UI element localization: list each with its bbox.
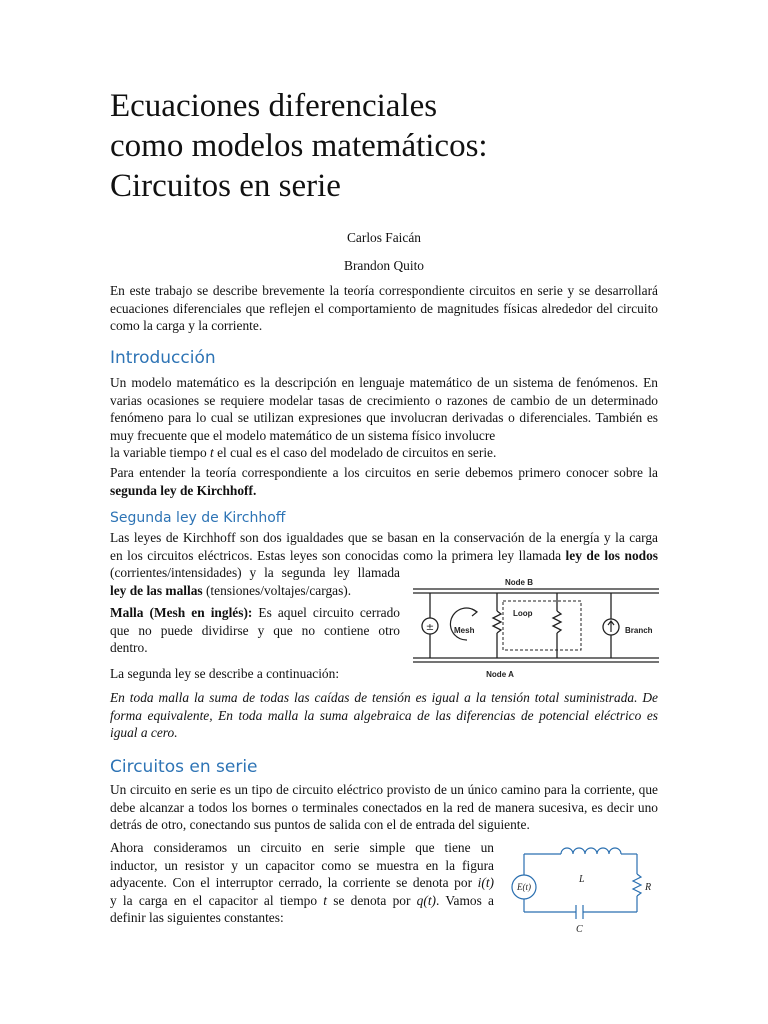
serie-p2-line-1: Ahora consideramos un circuito en serie simple que tiene un: [110, 840, 494, 855]
intro-p1-text: Un modelo matemático es la descripción en lenguaje matemático de un sistema de fenómenos. En varias ocasiones se requiere modelar tasas de crecimiento o razones de cambio de un determinado fenómeno para lo cual se utilizan expresiones que involucran derivadas o diferenciales. También es muy frecuente que el modelo matemático de un sistema físico involucre: [110, 375, 658, 443]
document-title: [110, 86, 670, 206]
kirchhoff-line-2: [110, 547, 658, 565]
title-line-1: Ecuaciones diferenciales: [110, 88, 438, 124]
resistor-1: [493, 611, 501, 633]
serie-paragraph-1: Un circuito en serie es un tipo de circuito eléctrico provisto de un único camino para la corriente, que debe alcanzar a todos los bornes o terminales conectados en la red de manera sucesiva, es decir uno detrás de otro, conectando sus puntos de salida con el de entrada del siguiente.: [110, 782, 658, 832]
intro-paragraph-2: [110, 464, 658, 499]
serie-p2-line-4-c: . Vamos a: [436, 892, 494, 908]
title-line-3: Circuitos en serie: [110, 168, 341, 204]
heading-circuitos-serie: Circuitos en serie: [110, 757, 258, 777]
intro-p1-end-a: la variable tiempo: [110, 445, 211, 460]
author-2: Brandon Quito: [344, 258, 424, 273]
quote-text: En toda malla la suma de todas las caídas de tensión es igual a la tensión total suministrada. De forma equivalente, En toda malla la suma algebraica de las diferencias de potencial eléctrico es igual a cero.: [110, 690, 658, 740]
serie-p2-line-3: [110, 874, 494, 892]
ley-nodos: ley de los nodos: [565, 547, 658, 563]
abstract: En este trabajo se describe brevemente la teoría correspondiente circuitos en serie y se desarrollará ecuaciones diferenciales que reflejen el comportamiento de magnitudes físicas alrededor del circuito como la carga y la corriente.: [110, 283, 658, 333]
lrc-circuit-diagram: [505, 840, 655, 936]
var-q-t: q(t): [416, 892, 437, 908]
malla-line-2: que no puede dividirse y que no contiene otro: [110, 622, 400, 638]
resistor-icon: [633, 874, 641, 896]
mesh-label: Mesh: [454, 626, 475, 635]
malla-def: Es aquel circuito cerrado: [252, 605, 400, 620]
svg-text:±: ±: [425, 622, 435, 633]
serie-p2-line-3-text: adyacente. Con el interruptor cerrado, la corriente se denota por: [110, 875, 478, 890]
kirchhoff-line-4-text: (tensiones/voltajes/cargas).: [202, 582, 352, 598]
ley-mallas: ley de las mallas: [110, 582, 203, 598]
malla-paragraph: [110, 604, 400, 657]
serie-p2-line-4-b: se denota por: [327, 892, 417, 908]
intro-p2-bold: segunda ley de Kirchhoff.: [110, 482, 257, 498]
title-line-2: como modelos matemáticos:: [110, 128, 488, 164]
resistor-2: [553, 611, 561, 633]
kirchhoff-line-4: [110, 582, 400, 600]
malla-line-1: [110, 604, 400, 622]
kirchhoff-line-1: Las leyes de Kirchhoff son dos igualdades que se basan en la conservación de la energía y la carga: [110, 530, 658, 545]
malla-term: Malla (Mesh en inglés):: [110, 605, 253, 620]
branch-label: Branch: [625, 626, 653, 635]
intro-p1-end-b: el cual es el caso del modelado de circuitos en serie.: [213, 445, 497, 460]
mesh-loop-diagram: [405, 576, 667, 682]
serie-p2-line-4: [110, 892, 494, 910]
capacitor-label: C: [576, 924, 583, 935]
inductor-label: L: [579, 874, 585, 885]
var-t: t: [210, 445, 214, 460]
intro-paragraph-1: [110, 374, 658, 462]
intro-p2-line-1: Para entender la teoría correspondiente a los circuitos en serie debemos primero conocer sobre la: [110, 465, 658, 480]
kirchhoff-paragraph: [110, 529, 658, 564]
node-a-label: Node A: [486, 670, 514, 679]
author-1: Carlos Faicán: [346, 230, 421, 245]
var-t-2: t: [323, 892, 327, 908]
resistor-label: R: [645, 882, 652, 893]
serie-paragraph-2: [110, 839, 494, 927]
node-b-label: Node B: [505, 578, 533, 587]
kirchhoff-quote: [110, 689, 658, 742]
heading-introduccion: Introducción: [110, 348, 216, 368]
serie-p2-line-5: definir las siguientes constantes:: [110, 910, 284, 925]
intro-p1-last-line: [110, 444, 658, 462]
emf-label: E(t): [517, 882, 531, 892]
kirchhoff-line-2-text: en los circuitos eléctricos. Estas leyes son conocidas como la primera ley llamada: [110, 547, 566, 563]
malla-line-3: dentro.: [110, 640, 148, 655]
var-i-t: i(t): [477, 875, 494, 890]
heading-segunda-ley: Segunda ley de Kirchhoff: [110, 510, 286, 526]
serie-p2-line-2: inductor, un resistor y un capacitor como se muestra en la figura: [110, 857, 494, 873]
inductor-icon: [561, 848, 621, 854]
kirchhoff-line-3: (corrientes/intensidades) y la segunda ley llamada: [110, 565, 400, 580]
segunda-ley-intro: La segunda ley se describe a continuación:: [110, 666, 340, 681]
loop-label: Loop: [513, 609, 533, 618]
kirchhoff-paragraph-cont: [110, 564, 400, 599]
serie-p2-line-4-a: y la carga en el capacitor al tiempo: [110, 892, 324, 908]
mesh-arrow-icon: [450, 608, 477, 640]
